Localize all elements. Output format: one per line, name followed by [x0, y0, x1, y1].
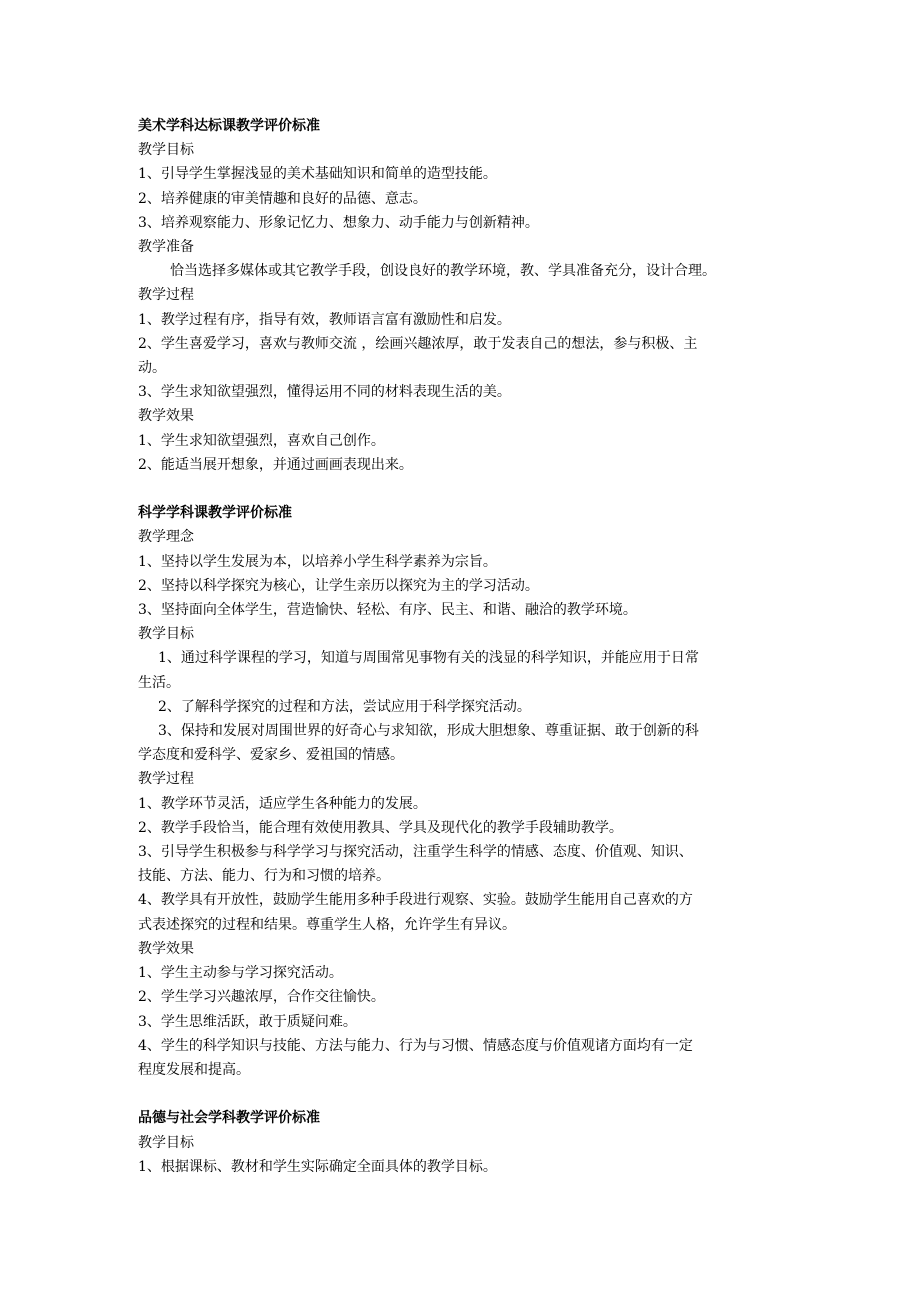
science-concept-3: 3、坚持面向全体学生，营造愉快、轻松、有序、民主、和谐、融洽的教学环境。 [138, 602, 637, 619]
science-process-heading: 教学过程 [138, 771, 194, 788]
art-effect-2: 2、能适当展开想象，并通过画画表现出来。 [138, 456, 413, 473]
science-process-4: 4、教学具有开放性，鼓励学生能用多种手段进行观察、实验。鼓励学生能用自己喜欢的方 [138, 892, 693, 909]
science-effect-4-cont: 程度发展和提高。 [138, 1061, 250, 1078]
science-goal-1-cont: 生活。 [138, 674, 180, 691]
art-goal-heading: 教学目标 [138, 142, 194, 159]
document-page [138, 114, 798, 1179]
section-spacer [138, 477, 798, 501]
science-effect-2: 2、学生学习兴趣浓厚，合作交往愉快。 [138, 989, 385, 1006]
art-goal-3: 3、培养观察能力、形象记忆力、想象力、动手能力与创新精神。 [138, 214, 539, 231]
science-section-title: 科学学科课教学评价标准 [138, 505, 292, 522]
science-process-1: 1、教学环节灵活，适应学生各种能力的发展。 [138, 795, 427, 812]
science-effect-3: 3、学生思维活跃，敢于质疑问难。 [138, 1013, 357, 1030]
science-goal-3-cont: 学态度和爱科学、爱家乡、爱祖国的情感。 [138, 747, 404, 764]
science-effect-4: 4、学生的科学知识与技能、方法与能力、行为与习惯、情感态度与价值观诸方面均有一定 [138, 1037, 693, 1054]
science-process-4-cont: 式表述探究的过程和结果。尊重学生人格，允许学生有异议。 [138, 916, 516, 933]
art-process-heading: 教学过程 [138, 287, 194, 304]
art-section-title: 美术学科达标课教学评价标准 [138, 118, 320, 134]
art-process-2: 2、学生喜爱学习，喜欢与教师交流 ，绘画兴趣浓厚，敢于发表自己的想法，参与积极、主 [138, 335, 698, 352]
science-goal-heading: 教学目标 [138, 626, 194, 643]
art-goal-2: 2、培养健康的审美情趣和良好的品德、意志。 [138, 190, 427, 207]
art-process-2-cont: 动。 [138, 360, 166, 377]
science-effect-heading: 教学效果 [138, 940, 194, 957]
art-goal-1: 1、引导学生掌握浅显的美术基础知识和简单的造型技能。 [138, 166, 497, 183]
science-process-3: 3、引导学生积极参与科学学习与探究活动，注重学生科学的情感、态度、价值观、知识、 [138, 844, 693, 861]
science-concept-2: 2、坚持以科学探究为核心，让学生亲历以探究为主的学习活动。 [138, 577, 539, 594]
art-process-3: 3、学生求知欲望强烈，懂得运用不同的材料表现生活的美。 [138, 384, 511, 401]
art-effect-1: 1、学生求知欲望强烈，喜欢自己创作。 [138, 432, 385, 449]
art-prep-text: 恰当选择多媒体或其它教学手段，创设良好的教学环境，教、学具准备充分，设计合理。 [170, 263, 716, 280]
science-goal-2: 2、了解科学探究的过程和方法，尝试应用于科学探究活动。 [158, 698, 531, 715]
art-prep-heading: 教学准备 [138, 239, 194, 256]
art-process-1: 1、教学过程有序，指导有效，教师语言富有激励性和启发。 [138, 311, 511, 328]
moral-goal-1: 1、根据课标、教材和学生实际确定全面具体的教学目标。 [138, 1158, 497, 1175]
science-effect-1: 1、学生主动参与学习探究活动。 [138, 965, 343, 982]
art-effect-heading: 教学效果 [138, 408, 194, 425]
moral-section-title: 品德与社会学科教学评价标准 [138, 1110, 320, 1127]
section-spacer [138, 1082, 798, 1106]
science-concept-heading: 教学理念 [138, 529, 194, 546]
science-process-3-cont: 技能、方法、能力、行为和习惯的培养。 [138, 868, 390, 885]
moral-goal-heading: 教学目标 [138, 1134, 194, 1151]
science-goal-1: 1、通过科学课程的学习，知道与周围常见事物有关的浅显的科学知识，并能应用于日常 [158, 650, 699, 667]
science-goal-3: 3、保持和发展对周围世界的好奇心与求知欲，形成大胆想象、尊重证据、敢于创新的科 [158, 723, 699, 740]
science-concept-1: 1、坚持以学生发展为本，以培养小学生科学素养为宗旨。 [138, 553, 497, 570]
science-process-2: 2、教学手段恰当，能合理有效使用教具、学具及现代化的教学手段辅助教学。 [138, 819, 623, 836]
